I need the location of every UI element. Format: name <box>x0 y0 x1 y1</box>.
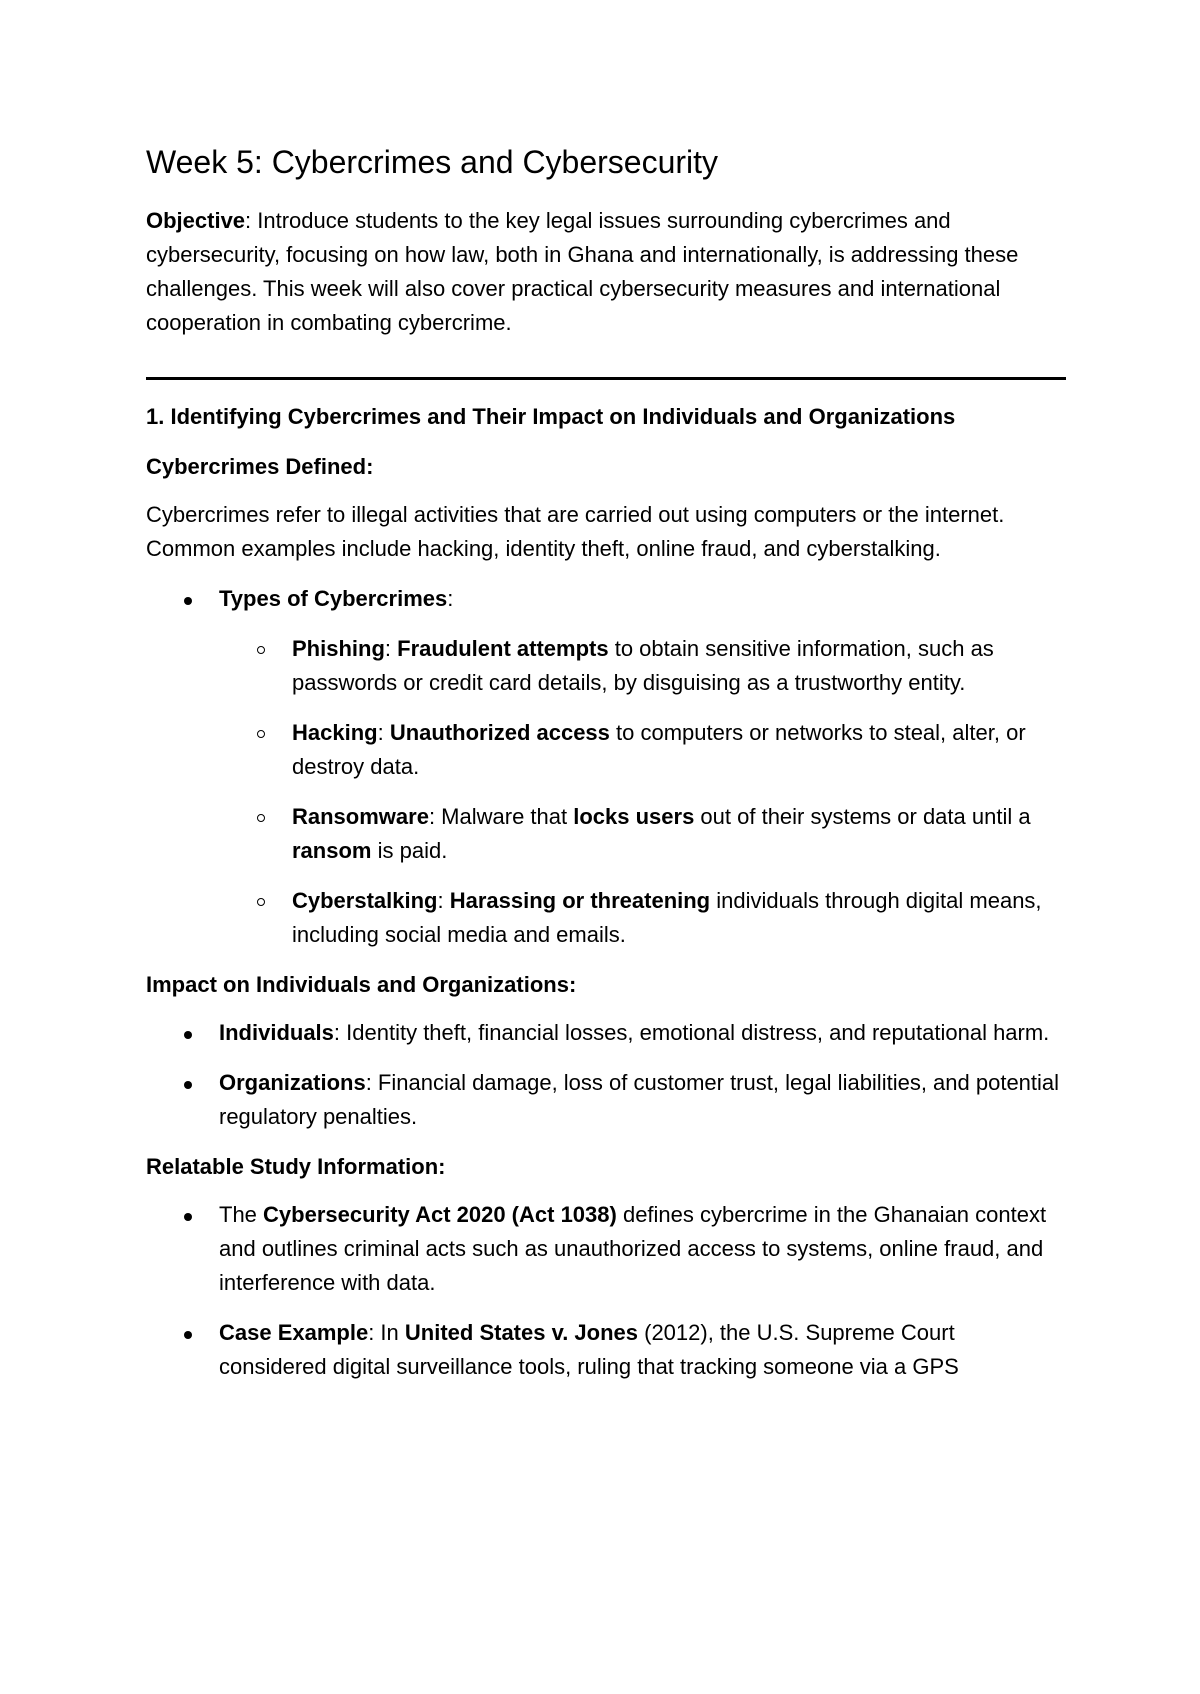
sep-text: : <box>377 720 390 745</box>
mid-text: : In <box>368 1320 405 1345</box>
section-1-heading: 1. Identifying Cybercrimes and Their Impact on Individuals and Organizations <box>146 404 956 429</box>
rest-text: : Financial damage, loss of customer trust, legal liabilities, and potential regulatory penalties. <box>219 1070 1060 1129</box>
study-heading: Relatable Study Information: <box>146 1154 446 1179</box>
impact-list <box>146 1016 1066 1134</box>
term-individuals: Individuals <box>219 1020 334 1045</box>
rest-text: is paid. <box>371 838 448 863</box>
sep-text: : <box>384 636 398 661</box>
sep-text: : Malware that <box>428 804 574 829</box>
types-suffix: : <box>447 586 454 611</box>
list-item-cyberstalking <box>146 884 1066 952</box>
list-item-organizations <box>146 1066 1066 1134</box>
list-item-case-example <box>146 1316 1066 1384</box>
term-phishing: Phishing <box>292 636 385 661</box>
bold-phrase: Harassing or threatening <box>449 888 711 913</box>
types-label: Types of Cybercrimes <box>219 586 448 611</box>
bold-phrase: Fraudulent attempts <box>397 636 609 661</box>
section-1 <box>146 400 1066 1400</box>
rest-text: individuals through digital means, including social media and emails. <box>292 888 1042 947</box>
term-organizations: Organizations <box>219 1070 366 1095</box>
term-case-name: United States v. Jones <box>404 1320 638 1345</box>
objective-label: Objective <box>146 208 246 233</box>
types-list <box>146 582 1066 616</box>
list-item-phishing <box>146 632 1066 700</box>
list-item-ransomware <box>146 800 1066 868</box>
rest-text: (2012), the U.S. Supreme Court considered digital surveillance tools, ruling that tracking someone via a GPS <box>219 1320 959 1379</box>
term-act: Cybersecurity Act 2020 (Act 1038) <box>263 1202 617 1227</box>
bullet-icon <box>184 1081 192 1089</box>
sep-text: : <box>437 888 450 913</box>
term-cyberstalking: Cyberstalking <box>292 888 438 913</box>
term-case-example: Case Example <box>219 1320 369 1345</box>
bold-phrase: locks users <box>573 804 695 829</box>
circle-bullet-icon <box>257 814 265 822</box>
list-item-hacking <box>146 716 1066 784</box>
list-item-individuals <box>146 1016 1066 1050</box>
objective-text: : Introduce students to the key legal issues surrounding cybercrimes and cybersecurity, focusing on how law, both in Ghana and internationally, is addressing these challenges. This week will also cover practical cybersecurity measures and international cooperation in combating cybercrime. <box>146 208 1019 335</box>
bullet-icon <box>184 597 192 605</box>
page-title: Week 5: Cybercrimes and Cybersecurity <box>146 144 719 180</box>
impact-heading: Impact on Individuals and Organizations: <box>146 972 577 997</box>
list-item-types <box>146 582 1066 616</box>
study-list <box>146 1198 1066 1384</box>
term-ransomware: Ransomware <box>292 804 429 829</box>
bold-phrase: Unauthorized access <box>389 720 610 745</box>
circle-bullet-icon <box>257 898 265 906</box>
circle-bullet-icon <box>257 730 265 738</box>
pre-text: The <box>219 1202 264 1227</box>
bold-phrase: ransom <box>292 838 372 863</box>
rest-text: out of their systems or data until a <box>694 804 1031 829</box>
defined-paragraph: Cybercrimes refer to illegal activities that are carried out using computers or the internet. Common examples include hacking, identity theft, online fraud, and cyberstalking. <box>146 502 1005 561</box>
objective-paragraph <box>146 204 1066 340</box>
rest-text: to obtain sensitive information, such as passwords or credit card details, by disguising as a trustworthy entity. <box>292 636 994 695</box>
term-hacking: Hacking <box>292 720 378 745</box>
defined-heading: Cybercrimes Defined: <box>146 454 374 479</box>
rest-text: to computers or networks to steal, alter, or destroy data. <box>292 720 1026 779</box>
bullet-icon <box>184 1213 192 1221</box>
types-sublist <box>146 632 1066 952</box>
bullet-icon <box>184 1331 192 1339</box>
document-page <box>146 140 1066 356</box>
bullet-icon <box>184 1031 192 1039</box>
circle-bullet-icon <box>257 646 265 654</box>
rest-text: defines cybercrime in the Ghanaian context and outlines criminal acts such as unauthorized access to systems, online fraud, and interference with data. <box>219 1202 1047 1295</box>
rest-text: : Identity theft, financial losses, emotional distress, and reputational harm. <box>333 1020 1050 1045</box>
list-item-act <box>146 1198 1066 1300</box>
horizontal-divider <box>146 377 1066 380</box>
